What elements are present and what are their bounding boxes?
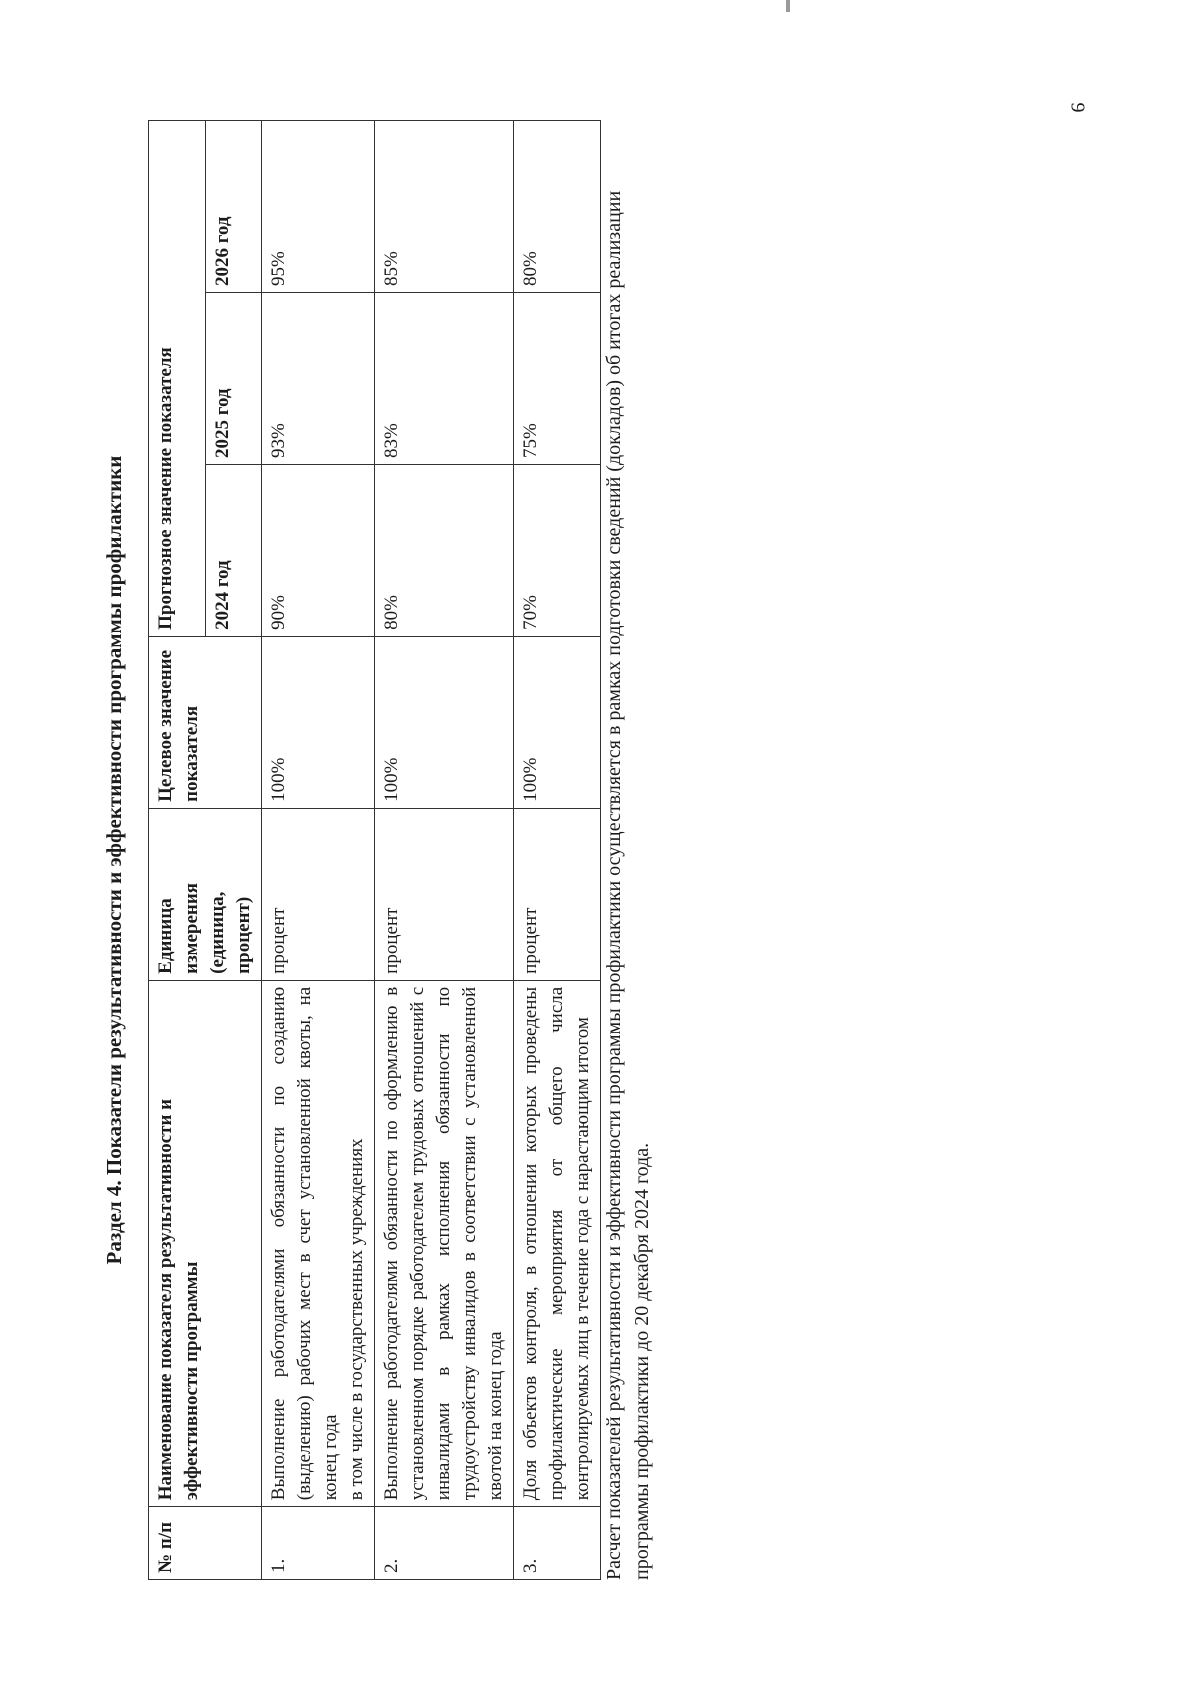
- footnote: Расчет показателей результативности и эффективности программы профилактики осуществляется в рамках подготовки сведений (докладов) об итогах реализации программы профилактики до 20 декабря 2024 года.: [603, 190, 653, 1580]
- row-target: 100%: [514, 636, 601, 808]
- row-name-cell: [262, 980, 375, 1506]
- header-forecast: Прогнозное значение показателя: [149, 121, 206, 637]
- row-unit: процент: [375, 808, 514, 980]
- table-header-row: [149, 121, 206, 1580]
- row-2024: 80%: [375, 464, 514, 636]
- table-row: [375, 121, 514, 1580]
- header-year-2026: 2026 год: [205, 121, 262, 293]
- row-name-sub: в том числе в государственных учреждениях: [346, 1138, 367, 1501]
- row-name: Выполнение работодателями обязанности по созданию (выделению) рабочих мест в счет установленной квоты, на конец года: [268, 986, 341, 1501]
- row-2024: 90%: [262, 464, 375, 636]
- row-name: Выполнение работодателями обязанности по оформлению в установленном порядке работодателем трудовых отношений с инвалидами в рамках исполнения обязанности по трудоустройству инвалидов в соответствии с установленной квотой на конец года: [375, 980, 514, 1506]
- table-row: [262, 121, 375, 1580]
- page-number: 9: [1066, 102, 1089, 113]
- header-unit: Единица измерения (единица, процент): [149, 808, 262, 980]
- header-year-2025: 2025 год: [205, 293, 262, 465]
- row-2025: 75%: [514, 293, 601, 465]
- rotated-page-content: [100, 100, 660, 1620]
- row-2026: 80%: [514, 121, 601, 293]
- row-num: 1.: [262, 1507, 375, 1580]
- row-target: 100%: [375, 636, 514, 808]
- row-num: 2.: [375, 1507, 514, 1580]
- row-name: Доля объектов контроля, в отношении которых проведены профилактические мероприятия от общего числа контролируемых лиц в течение года с нарастающим итогом: [514, 980, 601, 1506]
- header-num: № п/п: [149, 1507, 262, 1580]
- header-target: Целевое значение показателя: [149, 636, 262, 808]
- row-2026: 85%: [375, 121, 514, 293]
- table-row: [514, 121, 601, 1580]
- row-2025: 93%: [262, 293, 375, 465]
- row-2025: 83%: [375, 293, 514, 465]
- scan-artifact: [786, 0, 790, 12]
- row-target: 100%: [262, 636, 375, 808]
- row-num: 3.: [514, 1507, 601, 1580]
- header-name: Наименование показателя результативности и эффективности программы: [149, 980, 262, 1506]
- row-2024: 70%: [514, 464, 601, 636]
- row-unit: процент: [514, 808, 601, 980]
- row-2026: 95%: [262, 121, 375, 293]
- section-title: Раздел 4. Показатели результативности и эффективности программы профилактики: [102, 455, 126, 1265]
- indicators-table: [148, 120, 601, 1580]
- row-unit: процент: [262, 808, 375, 980]
- header-year-2024: 2024 год: [205, 464, 262, 636]
